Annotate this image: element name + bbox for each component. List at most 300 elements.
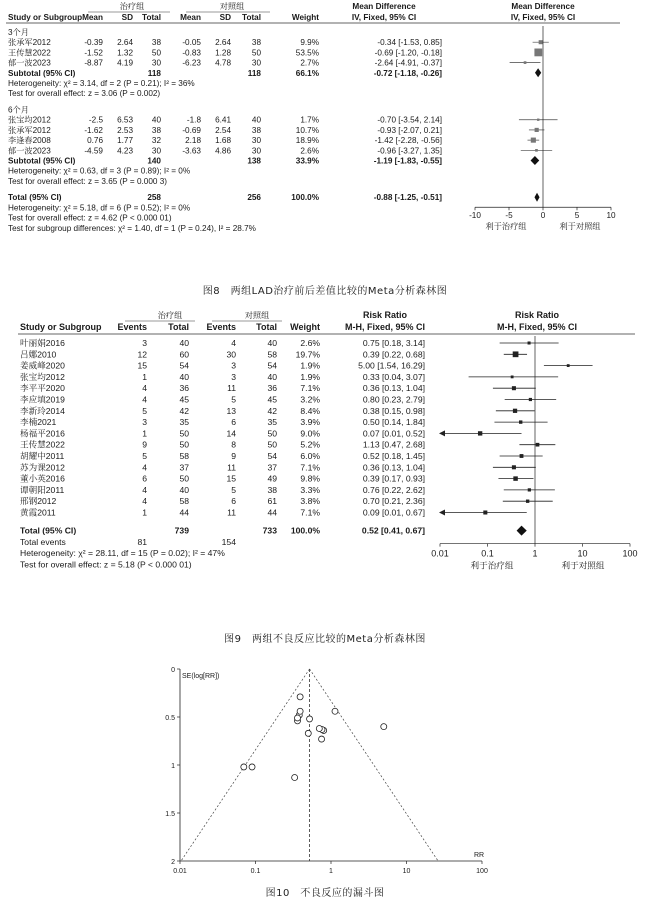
fig9-weight: 1.9% <box>300 360 320 371</box>
fig8-sd1: 4.23 <box>117 146 133 156</box>
fig9-point-estimate <box>483 510 487 514</box>
fig9-total-diamond <box>517 526 527 536</box>
fig9-x-tick-label: 1 <box>532 548 538 559</box>
fig9-point-estimate <box>511 375 514 378</box>
fig8-column-header: Total <box>142 13 161 22</box>
fig9-footer-line: Heterogeneity: χ² = 28.11, df = 15 (P = 0.02); I² = 47% <box>20 548 225 559</box>
fig8-total1: 30 <box>151 58 161 68</box>
fig8-subtotal-n1: 140 <box>147 156 161 166</box>
fig9-total1: 50 <box>179 473 189 484</box>
fig9-x-tick-label: 100 <box>622 548 638 559</box>
fig8-x-tick-label: 0 <box>540 211 546 221</box>
fig8-total1: 30 <box>151 146 161 156</box>
fig9-ci-value: 0.39 [0.22, 0.68] <box>362 349 425 360</box>
fig9-events2: 11 <box>227 507 236 518</box>
fig8-mean2: -1.8 <box>186 115 201 125</box>
fig8-sd1: 4.19 <box>117 58 133 68</box>
fig10-study-point <box>332 708 338 714</box>
fig9-ci-value: 0.33 [0.04, 3.07] <box>362 371 425 382</box>
figure-9-forest-plot <box>0 308 650 620</box>
fig9-events2: 4 <box>231 338 236 348</box>
fig8-sd2: 4.86 <box>215 146 231 156</box>
fig9-point-estimate <box>513 351 519 357</box>
fig9-events1: 4 <box>142 394 147 405</box>
fig9-ci-value: 0.76 [0.22, 2.62] <box>362 484 425 495</box>
fig9-group2-label: 对照组 <box>244 311 270 320</box>
fig8-sd2: 2.54 <box>215 125 231 135</box>
fig8-total2: 30 <box>251 136 261 146</box>
fig8-favours-right: 利于对照组 <box>559 222 601 232</box>
fig9-total1: 50 <box>179 428 189 439</box>
fig9-events2: 3 <box>231 371 236 382</box>
fig9-column-header: Events <box>117 322 147 332</box>
fig9-weight: 3.3% <box>300 484 320 495</box>
fig9-point-estimate <box>519 420 522 423</box>
fig9-ci-arrow <box>439 510 445 516</box>
fig8-subtotal-weight: 66.1% <box>295 68 319 78</box>
fig8-mean2: -6.23 <box>182 58 201 68</box>
fig8-sd2: 1.28 <box>215 48 231 58</box>
fig8-total-n1: 258 <box>147 193 161 203</box>
fig8-total2: 38 <box>251 38 261 48</box>
fig9-study-name: 杨福平2016 <box>20 428 65 439</box>
fig10-y-tick-label: 1.5 <box>165 811 175 818</box>
fig9-study-name: 王传慧2022 <box>20 439 65 450</box>
fig8-mean1: -4.59 <box>84 146 103 156</box>
fig9-x-tick-label: 0.01 <box>431 548 449 559</box>
fig8-sd1: 1.77 <box>117 136 133 146</box>
fig8-weight: 1.7% <box>300 115 319 125</box>
fig9-point-estimate <box>528 341 531 344</box>
fig8-footer-line: Test for subgroup differences: χ² = 1.40, df = 1 (P = 0.24), I² = 28.7% <box>8 223 256 233</box>
fig9-events2: 15 <box>226 473 236 484</box>
fig9-total1: 58 <box>179 496 189 507</box>
fig8-total1: 32 <box>151 136 161 146</box>
fig9-events2: 6 <box>231 417 236 428</box>
fig8-subgroup-overall-effect: Test for overall effect: z = 3.65 (P = 0.000 3) <box>8 176 167 186</box>
fig8-column-header: Mean <box>82 13 103 22</box>
fig8-weight: 10.7% <box>295 125 319 135</box>
fig9-study-name: 张宝均2012 <box>20 371 65 382</box>
fig9-study-name: 谭朝阳2011 <box>20 484 65 495</box>
fig10-x-tick-label: 1 <box>329 868 333 875</box>
fig9-study-name: 苏为课2012 <box>20 462 65 473</box>
fig8-sd1: 2.64 <box>117 38 133 48</box>
fig9-events2: 9 <box>231 451 236 461</box>
fig9-total1: 42 <box>179 405 189 416</box>
fig9-total2: 54 <box>267 360 277 371</box>
fig9-study-name: 李楠2021 <box>20 417 57 428</box>
fig9-events1: 4 <box>142 462 147 473</box>
fig8-ci-value: -2.64 [-4.91, -0.37] <box>374 58 442 68</box>
fig8-x-tick-label: -5 <box>505 211 513 221</box>
fig9-study-name: 吕娜2010 <box>20 349 57 360</box>
fig8-ci-value: -0.70 [-3.54, 2.14] <box>377 115 442 125</box>
fig8-subgroup-label: 3个月 <box>8 28 29 37</box>
fig9-total-events2: 154 <box>221 536 236 547</box>
fig8-footer-line: Test for overall effect: z = 4.62 (P < 0.000 01) <box>8 213 172 223</box>
fig10-study-point <box>249 764 255 770</box>
fig10-y-axis-label: SE(log[RR]) <box>182 673 220 680</box>
fig8-mean2: -0.83 <box>182 48 201 58</box>
fig9-study-name: 姜威峰2020 <box>20 360 65 371</box>
fig8-mean1: -1.52 <box>84 48 103 58</box>
fig10-x-tick-label: 0.01 <box>173 868 187 875</box>
fig9-point-estimate <box>526 500 529 503</box>
fig9-events2: 5 <box>231 394 236 405</box>
fig8-sd2: 1.68 <box>215 136 231 146</box>
fig8-total-n2: 256 <box>247 193 261 203</box>
fig8-subtotal-label: Subtotal (95% CI) <box>8 156 76 166</box>
fig10-study-point <box>319 736 325 742</box>
fig9-total2: 42 <box>267 405 277 416</box>
fig9-total1: 36 <box>179 383 189 394</box>
fig9-total2: 37 <box>267 462 277 473</box>
fig10-study-point <box>292 774 298 780</box>
fig9-events1: 15 <box>137 360 147 371</box>
fig8-subtotal-label: Subtotal (95% CI) <box>8 68 76 78</box>
fig9-weight: 3.8% <box>300 496 320 507</box>
fig9-ci-value: 0.52 [0.18, 1.45] <box>362 451 425 461</box>
fig8-point-estimate <box>534 49 542 57</box>
fig9-ci-value: 0.38 [0.15, 0.98] <box>362 405 425 416</box>
figure-8-caption: 图8 两组LAD治疗前后差值比较的Meta分析森林图 <box>202 286 448 297</box>
fig9-weight: 9.0% <box>300 428 320 439</box>
fig9-events1: 5 <box>142 405 147 416</box>
fig8-total2: 30 <box>251 146 261 156</box>
fig8-study-name: 张承军2012 <box>8 38 51 48</box>
figure-10-caption: 图10 不良反应的漏斗图 <box>265 888 385 899</box>
fig9-point-estimate <box>567 364 570 367</box>
fig10-study-point <box>295 715 301 721</box>
fig9-total2: 44 <box>267 507 277 518</box>
fig8-subtotal-diamond <box>535 68 541 77</box>
fig9-point-estimate <box>528 488 531 491</box>
fig8-weight: 9.9% <box>300 38 319 48</box>
fig8-total1: 38 <box>151 38 161 48</box>
fig9-ci-value: 0.07 [0.01, 0.52] <box>362 428 425 439</box>
fig9-total1: 40 <box>179 371 189 382</box>
fig9-total2: 50 <box>267 439 277 450</box>
fig8-sd1: 1.32 <box>117 48 133 58</box>
fig8-ci-header-title: Mean Difference <box>352 2 416 11</box>
fig8-point-estimate <box>539 40 543 44</box>
fig8-column-header: SD <box>219 13 231 22</box>
fig8-point-estimate <box>537 119 539 121</box>
fig9-ci-value: 0.80 [0.23, 2.79] <box>362 394 425 405</box>
fig8-study-name: 李逢春2008 <box>8 136 51 146</box>
fig8-total1: 38 <box>151 125 161 135</box>
fig9-weight: 8.4% <box>300 405 320 416</box>
fig9-events1: 1 <box>142 507 147 518</box>
fig8-total2: 38 <box>251 125 261 135</box>
fig9-study-name: 叶丽娟2016 <box>20 338 65 348</box>
fig9-plot-header-title: Risk Ratio <box>514 310 560 320</box>
fig9-study-name: 邢钢2012 <box>20 496 57 507</box>
fig8-study-name: 张宝均2012 <box>8 115 51 125</box>
fig9-plot-header-method: M-H, Fixed, 95% CI <box>496 322 578 332</box>
figure-8-forest-plot <box>0 0 650 270</box>
fig9-events1: 12 <box>137 349 147 360</box>
fig8-mean1: -2.5 <box>88 115 103 125</box>
fig8-x-tick-label: 10 <box>606 211 616 221</box>
fig9-total-events1: 81 <box>137 536 147 547</box>
fig9-events2: 13 <box>226 405 236 416</box>
fig8-weight: 2.7% <box>300 58 319 68</box>
fig8-mean2: -0.05 <box>182 38 201 48</box>
fig8-point-estimate <box>531 138 536 143</box>
fig8-mean1: -1.62 <box>84 125 103 135</box>
fig9-events2: 11 <box>227 383 236 394</box>
fig8-subgroup-heterogeneity: Heterogeneity: χ² = 0.63, df = 3 (P = 0.89); I² = 0% <box>8 166 191 176</box>
fig9-total2: 45 <box>267 394 277 405</box>
fig9-ci-value: 0.75 [0.18, 3.14] <box>362 338 425 348</box>
fig10-x-tick-label: 100 <box>476 868 488 875</box>
fig9-favours-left: 利于治疗组 <box>470 560 514 571</box>
fig9-events2: 30 <box>226 349 236 360</box>
fig9-total2: 40 <box>267 371 277 382</box>
fig9-study-name: 董小英2016 <box>20 473 65 484</box>
fig9-total2: 40 <box>267 338 277 348</box>
fig8-mean2: -3.63 <box>182 146 201 156</box>
fig9-ci-header-method: M-H, Fixed, 95% CI <box>344 322 426 332</box>
fig8-subtotal-n2: 138 <box>247 156 261 166</box>
fig9-ci-value: 0.39 [0.17, 0.93] <box>362 473 425 484</box>
fig8-study-name: 张承军2012 <box>8 125 51 135</box>
fig9-total-events-label: Total events <box>20 536 66 547</box>
fig9-point-estimate <box>512 465 516 469</box>
fig9-total2: 50 <box>267 428 277 439</box>
fig8-total1: 50 <box>151 48 161 58</box>
fig8-mean2: -0.69 <box>182 125 201 135</box>
fig9-ci-arrow <box>439 430 445 436</box>
fig9-weight: 7.1% <box>300 507 320 518</box>
fig9-point-estimate <box>512 386 516 390</box>
fig9-total-n1: 739 <box>174 525 189 536</box>
fig8-total-label: Total (95% CI) <box>8 193 62 203</box>
fig10-funnel-right <box>310 669 439 861</box>
fig8-x-tick-label: -10 <box>469 211 481 221</box>
fig8-mean1: 0.76 <box>87 136 103 146</box>
fig9-total2: 38 <box>267 484 277 495</box>
fig10-y-tick-label: 2 <box>171 859 175 866</box>
fig8-weight: 2.6% <box>300 146 319 156</box>
fig9-events2: 6 <box>231 496 236 507</box>
fig8-subgroup-overall-effect: Test for overall effect: z = 3.06 (P = 0.002) <box>8 89 161 99</box>
fig9-ci-value: 0.50 [0.14, 1.84] <box>362 417 425 428</box>
fig8-subtotal-diamond <box>531 156 540 165</box>
fig9-ci-value: 1.13 [0.47, 2.68] <box>362 439 425 450</box>
fig8-sd1: 6.53 <box>117 115 133 125</box>
fig8-column-header: Weight <box>291 13 319 22</box>
fig9-weight: 1.9% <box>300 371 320 382</box>
fig8-ci-value: -1.42 [-2.28, -0.56] <box>374 136 442 146</box>
fig8-ci-value: -0.34 [-1.53, 0.85] <box>377 38 442 48</box>
fig8-point-estimate <box>535 128 539 132</box>
fig9-events1: 4 <box>142 484 147 495</box>
fig9-events1: 6 <box>142 473 147 484</box>
fig10-study-point <box>316 726 322 732</box>
fig8-total-ci: -0.88 [-1.25, -0.51] <box>373 193 442 203</box>
fig9-weight: 6.0% <box>300 451 320 461</box>
fig8-subtotal-ci: -1.19 [-1.83, -0.55] <box>373 156 442 166</box>
fig9-ci-value: 5.00 [1.54, 16.29] <box>358 360 425 371</box>
fig9-weight: 7.1% <box>300 383 320 394</box>
fig8-total2: 40 <box>251 115 261 125</box>
fig9-x-tick-label: 10 <box>577 548 588 559</box>
fig9-footer-line: Test for overall effect: z = 5.18 (P < 0.000 01) <box>20 559 192 570</box>
fig8-subtotal-weight: 33.9% <box>295 156 319 166</box>
fig8-total-diamond <box>535 193 540 202</box>
fig8-study-name: 郁一波2023 <box>8 146 51 156</box>
fig8-total2: 30 <box>251 58 261 68</box>
fig8-subtotal-n1: 118 <box>147 68 161 78</box>
fig9-study-name: 李应填2019 <box>20 394 65 405</box>
fig8-footer-line: Heterogeneity: χ² = 5.18, df = 6 (P = 0.52); I² = 0% <box>8 203 191 213</box>
fig9-total1: 60 <box>179 349 189 360</box>
fig9-events1: 1 <box>142 371 147 382</box>
fig9-weight: 9.8% <box>300 473 320 484</box>
fig10-study-point <box>305 730 311 736</box>
fig9-total2: 35 <box>267 417 277 428</box>
fig9-events1: 3 <box>142 417 147 428</box>
fig10-y-tick-label: 1 <box>171 763 175 770</box>
fig9-point-estimate <box>478 431 482 435</box>
fig9-column-header: Events <box>206 322 236 332</box>
fig8-group1-label: 治疗组 <box>119 2 145 11</box>
fig9-total1: 40 <box>179 484 189 495</box>
fig8-weight: 18.9% <box>295 136 319 146</box>
fig8-sd1: 2.53 <box>117 125 133 135</box>
fig9-point-estimate <box>520 454 524 458</box>
fig9-total-label: Total (95% CI) <box>20 525 77 536</box>
fig9-weight: 7.1% <box>300 462 320 473</box>
fig9-total1: 35 <box>179 417 189 428</box>
fig8-point-estimate <box>524 61 527 64</box>
fig8-study-name: 郁一波2023 <box>8 58 51 68</box>
fig8-total1: 40 <box>151 115 161 125</box>
fig9-total-n2: 733 <box>262 525 277 536</box>
figure-9-caption: 图9 两组不良反应比较的Meta分析森林图 <box>224 634 426 645</box>
fig9-events2: 5 <box>231 484 236 495</box>
fig9-favours-right: 利于对照组 <box>561 560 605 571</box>
fig9-total1: 58 <box>179 451 189 461</box>
fig9-total1: 50 <box>179 439 189 450</box>
fig9-column-header: Study or Subgroup <box>20 322 102 332</box>
fig10-x-tick-label: 0.1 <box>250 868 261 875</box>
fig9-events2: 3 <box>231 360 236 371</box>
fig9-weight: 3.9% <box>300 417 320 428</box>
fig8-favours-left: 利于治疗组 <box>485 222 527 232</box>
fig9-total2: 61 <box>267 496 277 507</box>
fig9-weight: 19.7% <box>295 349 320 360</box>
fig9-total-ci: 0.52 [0.41, 0.67] <box>361 525 425 536</box>
fig8-mean1: -8.87 <box>84 58 103 68</box>
fig9-column-header: Total <box>256 322 277 332</box>
fig9-weight: 3.2% <box>300 394 320 405</box>
fig9-ci-value: 0.36 [0.13, 1.04] <box>362 462 425 473</box>
fig8-column-header: Study or Subgroup <box>8 13 83 22</box>
figure-10-funnel-plot <box>0 655 650 880</box>
fig8-sd2: 6.41 <box>215 115 231 125</box>
fig8-ci-value: -0.96 [-3.27, 1.35] <box>377 146 442 156</box>
fig8-ci-header-method: IV, Fixed, 95% CI <box>351 13 417 22</box>
fig9-column-header: Weight <box>290 322 320 332</box>
fig9-group1-label: 治疗组 <box>157 311 183 320</box>
fig9-total1: 45 <box>179 394 189 405</box>
fig8-sd2: 2.64 <box>215 38 231 48</box>
fig8-mean2: 2.18 <box>185 136 201 146</box>
fig8-ci-value: -0.93 [-2.07, 0.21] <box>377 125 442 135</box>
fig9-events2: 14 <box>226 428 236 439</box>
fig8-mean1: -0.39 <box>84 38 103 48</box>
fig10-study-point <box>297 694 303 700</box>
fig9-study-name: 胡耀中2011 <box>20 451 65 461</box>
fig9-total1: 44 <box>179 507 189 518</box>
fig10-study-point <box>381 724 387 730</box>
fig9-point-estimate <box>513 409 517 413</box>
fig8-column-header: Total <box>242 13 261 22</box>
fig9-ci-header-title: Risk Ratio <box>362 310 408 320</box>
fig9-events1: 4 <box>142 496 147 507</box>
fig9-total1: 37 <box>179 462 189 473</box>
fig9-point-estimate <box>536 443 540 447</box>
fig9-events1: 4 <box>142 383 147 394</box>
fig9-total1: 54 <box>179 360 189 371</box>
fig9-study-name: 李平平2020 <box>20 383 65 394</box>
fig9-total2: 49 <box>267 473 277 484</box>
fig10-x-axis-label: RR <box>474 852 485 859</box>
fig9-weight: 2.6% <box>300 338 320 348</box>
fig8-group2-label: 对照组 <box>219 2 245 11</box>
fig8-subgroup-heterogeneity: Heterogeneity: χ² = 3.14, df = 2 (P = 0.21); I² = 36% <box>8 79 195 88</box>
fig9-study-name: 李新玲2014 <box>20 405 65 416</box>
fig8-weight: 53.5% <box>295 48 319 58</box>
fig8-plot-header-method: IV, Fixed, 95% CI <box>510 13 576 22</box>
fig9-events2: 8 <box>231 439 236 450</box>
fig9-total1: 40 <box>179 338 189 348</box>
fig8-subtotal-n2: 118 <box>247 68 261 78</box>
fig9-ci-value: 0.70 [0.21, 2.36] <box>362 496 425 507</box>
fig8-column-header: Mean <box>180 13 201 22</box>
fig8-subtotal-ci: -0.72 [-1.18, -0.26] <box>373 68 442 78</box>
fig9-x-tick-label: 0.1 <box>481 548 494 559</box>
fig9-total2: 36 <box>267 383 277 394</box>
fig10-study-point <box>241 764 247 770</box>
fig8-column-header: SD <box>121 13 133 22</box>
fig9-study-name: 黄霞2011 <box>20 507 56 518</box>
fig9-point-estimate <box>513 476 517 480</box>
fig10-study-point <box>297 708 303 714</box>
fig9-ci-value: 0.36 [0.13, 1.04] <box>362 383 425 394</box>
fig9-point-estimate <box>529 398 532 401</box>
fig8-ci-value: -0.69 [-1.20, -0.18] <box>374 48 442 58</box>
fig8-plot-header-title: Mean Difference <box>511 2 575 11</box>
fig10-y-tick-label: 0 <box>171 667 175 674</box>
fig10-y-tick-label: 0.5 <box>165 715 175 722</box>
fig8-total2: 50 <box>251 48 261 58</box>
fig9-events1: 9 <box>142 439 147 450</box>
fig9-column-header: Total <box>168 322 189 332</box>
fig8-point-estimate <box>535 149 538 152</box>
fig9-total2: 58 <box>267 349 277 360</box>
fig9-events1: 5 <box>142 451 147 461</box>
fig10-x-tick-label: 10 <box>402 868 411 875</box>
fig9-total2: 54 <box>267 451 277 461</box>
fig9-events2: 11 <box>227 462 236 473</box>
fig9-weight: 5.2% <box>300 439 320 450</box>
fig8-sd2: 4.78 <box>215 58 231 68</box>
